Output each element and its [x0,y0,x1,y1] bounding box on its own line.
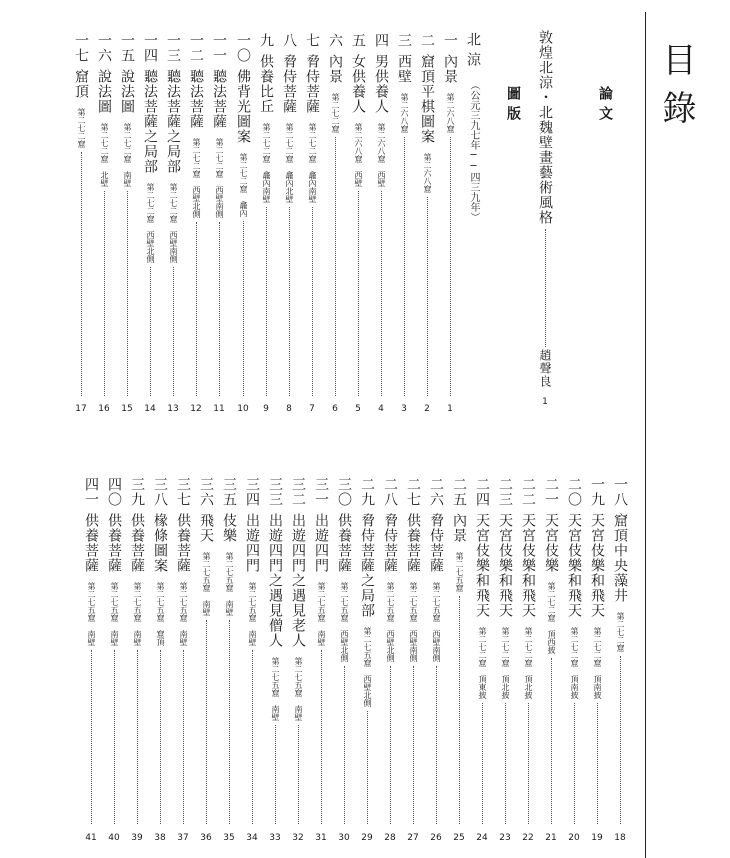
plate-number: 二三 [497,477,513,507]
plate-location: 第二七五窟 南壁 [317,582,326,646]
leader-dots [159,650,161,824]
leader-dots [544,229,546,347]
plate-number: 二六 [428,477,444,507]
leader-dots [311,207,313,396]
plate-page: 37 [177,833,189,843]
plate-page: 23 [499,833,511,843]
plate-page: 18 [614,833,626,843]
plate-title: 內景 [327,54,343,84]
plate-entry[interactable] [418,33,436,396]
plate-page: 30 [338,833,350,843]
plate-page: 11 [213,404,225,414]
plate-page: 21 [545,833,557,843]
plate-entry[interactable] [197,477,215,824]
plate-page: 26 [430,833,442,843]
plate-number: 三八 [152,477,168,507]
plate-location: 第二六八窟 西壁 [377,123,386,187]
plate-number: 七 [304,33,320,48]
plate-number: 四一 [83,477,99,507]
plate-location: 第二六八窟 西壁 [354,123,363,187]
leader-dots [149,267,151,396]
leader-dots [228,620,230,824]
plate-location: 第二七五窟 西壁南側 [409,582,418,662]
leader-dots [412,666,414,824]
plate-entry[interactable] [72,33,90,396]
plate-title: 說法圖 [119,69,135,114]
plate-title: 飛天 [198,513,214,543]
leader-dots [251,650,253,824]
plate-number: 二八 [382,477,398,507]
plate-number: 三六 [198,477,214,507]
leader-dots [288,207,290,396]
plate-page: 20 [568,833,580,843]
plate-page: 38 [154,833,166,843]
plate-location: 第二七五窟 南壁 [271,657,280,721]
plate-title: 佛背光圖案 [235,69,251,144]
plate-location: 第二七二窟 南壁 [123,123,132,187]
plate-location: 第二七二窟 北壁 [100,123,109,187]
plate-number: 一三 [165,33,181,63]
plate-number: 二五 [451,477,467,507]
divider-line [645,12,646,858]
plate-entry[interactable] [220,477,238,824]
plate-number: 四 [373,33,389,48]
plate-entry[interactable] [404,477,422,824]
plate-entry[interactable] [234,33,252,396]
leader-dots [403,137,405,396]
plate-title: 供養比丘 [258,54,274,114]
leader-dots [320,650,322,824]
essay-page: 1 [542,397,548,407]
plate-location: 第二七五窟 西壁北側 [340,582,349,662]
plate-title: 椽條圖案 [152,513,168,573]
plate-number: 一五 [119,33,135,63]
leader-dots [103,191,105,396]
plate-location: 第二七二窟 頂西披 [547,582,556,654]
plate-entry[interactable] [95,33,113,396]
plate-entry[interactable] [588,477,606,824]
leader-dots [504,703,506,824]
plate-location: 第二七五窟 南壁 [294,657,303,721]
plate-number: 五 [350,33,366,48]
plate-location: 第二七二窟 頂南披 [570,627,579,699]
plate-location: 第二七二窟 [331,93,340,133]
plate-title: 天宮伎樂和飛天 [474,513,490,618]
leader-dots [550,658,552,824]
plate-number: 三五 [221,477,237,507]
plate-title: 出遊四門之遇見老人 [290,513,306,648]
plate-title: 天宮伎樂和飛天 [520,513,536,618]
plate-location: 第二七二窟 頂北披 [501,627,510,699]
leader-dots [172,267,174,396]
plate-title: 脅侍菩薩 [281,54,297,114]
leader-dots [343,666,345,824]
plate-number: 一九 [589,477,605,507]
plate-entry[interactable] [82,477,100,824]
plate-number: 八 [281,33,297,48]
plate-title: 聽法菩薩 [188,69,204,129]
plate-title: 出遊四門 [313,513,329,573]
page-title: 目錄 [656,42,696,138]
leader-dots [80,152,82,396]
plate-page: 35 [223,833,235,843]
plate-location: 第二七二窟 龕內 [239,153,248,217]
plate-location: 第二七二窟 西壁北側 [146,183,155,263]
plate-page: 14 [144,404,156,414]
plate-number: 三九 [129,477,145,507]
essay-author: 趙聲良 [538,349,552,388]
plate-location: 第二七二窟 [77,108,86,148]
plate-entry[interactable] [519,477,537,824]
plate-page: 34 [246,833,258,843]
leader-dots [366,711,368,824]
plate-location: 第二七二窟 龕內南壁 [262,123,271,203]
plate-number: 二 [419,33,435,48]
leader-dots [126,191,128,396]
plate-page: 39 [131,833,143,843]
plate-title: 聽法菩薩之局部 [165,69,181,174]
leader-dots [449,137,451,396]
plate-page: 28 [384,833,396,843]
plate-page: 12 [190,404,202,414]
plate-page: 10 [237,404,249,414]
plate-page: 40 [108,833,120,843]
plate-page: 41 [85,833,97,843]
plate-entry[interactable] [496,477,514,824]
plate-location: 第二七五窟 南壁 [110,582,119,646]
plate-title: 供養菩薩 [405,513,421,573]
plate-page: 5 [355,404,361,414]
plate-page: 6 [332,404,338,414]
plate-location: 第二七五窟 南壁 [248,582,257,646]
plate-entry[interactable] [441,33,459,396]
plate-entry[interactable] [187,33,205,396]
plate-number: 一七 [73,33,89,63]
leader-dots [265,207,267,396]
plate-entry[interactable] [542,477,560,824]
plate-title: 聽法菩薩之局部 [142,69,158,174]
plate-location: 第二七二窟 龕內南壁 [308,123,317,203]
plate-title: 供養菩薩 [336,513,352,573]
plate-location: 第二七二窟 龕內北壁 [285,123,294,203]
leader-dots [274,725,276,824]
plate-title: 出遊四門之遇見僧人 [267,513,283,648]
plate-title: 天宮伎樂和飛天 [497,513,513,618]
plate-entry[interactable] [141,33,159,396]
plate-entry[interactable] [257,33,275,396]
plate-number: 二七 [405,477,421,507]
plate-title: 脅侍菩薩 [428,513,444,573]
plate-entry[interactable] [174,477,192,824]
plate-title: 伎樂 [221,513,237,543]
plate-title: 聽法菩薩 [211,69,227,129]
plate-title: 出遊四門 [244,513,260,573]
plate-title: 內景 [451,513,467,543]
leader-dots [426,197,428,396]
plate-page: 9 [263,404,269,414]
leader-dots [113,650,115,824]
plate-page: 25 [453,833,465,843]
leader-dots [380,191,382,396]
plate-entry[interactable] [151,477,169,824]
leader-dots [527,703,529,824]
leader-dots [435,666,437,824]
plate-number: 一一 [211,33,227,63]
leader-dots [596,703,598,824]
plate-location: 第二七二窟 西壁南側 [215,138,224,218]
plate-number: 三七 [175,477,191,507]
essay-title: 敦煌北涼・北魏壁畫藝術風格 [537,30,553,225]
leader-dots [182,650,184,824]
plate-title: 男供養人 [373,54,389,114]
plate-title: 天宮伎樂和飛天 [589,513,605,618]
plate-entry[interactable] [427,477,445,824]
plate-number: 三 [396,33,412,48]
plate-title: 供養菩薩 [175,513,191,573]
plate-entry[interactable] [105,477,123,824]
plate-number: 六 [327,33,343,48]
leader-dots [195,222,197,396]
plate-location: 第二七五窟 南壁 [87,582,96,646]
plate-number: 九 [258,33,274,48]
plate-entry[interactable] [358,477,376,824]
plate-page: 3 [401,404,407,414]
essay-entry[interactable] [536,30,554,388]
plate-entry[interactable] [243,477,261,824]
plate-entry[interactable] [164,33,182,396]
plate-location: 第二七五窟 [455,552,464,592]
plate-page: 13 [167,404,179,414]
plate-entry[interactable] [395,33,413,396]
plate-number: 三一 [313,477,329,507]
leader-dots [357,191,359,396]
plate-entry[interactable] [326,33,344,396]
plate-entry[interactable] [349,33,367,396]
plate-entry[interactable] [372,33,390,396]
plate-location: 第二六八窟 [400,93,409,133]
plate-title: 西壁 [396,54,412,84]
plate-title: 窟頂 [73,69,89,99]
plate-entry[interactable] [312,477,330,824]
leader-dots [297,725,299,824]
leader-dots [242,221,244,396]
plate-title: 脅侍菩薩之局部 [359,513,375,618]
plate-title: 天宮伎樂 [543,513,559,573]
plate-location: 第二七五窟 南壁 [225,552,234,616]
plate-number: 二一 [543,477,559,507]
leader-dots [389,666,391,824]
plate-location: 第二七五窟 南壁 [133,582,142,646]
plate-page: 15 [121,404,133,414]
plate-location: 第二七二窟 頂南披 [593,627,602,699]
leader-dots [218,222,220,396]
plate-location: 第二七五窟 南壁 [179,582,188,646]
leader-dots [481,703,483,824]
plate-page: 8 [286,404,292,414]
plate-page: 19 [591,833,603,843]
plate-number: 一二 [188,33,204,63]
plate-title: 女供養人 [350,54,366,114]
plate-location: 第二七五窟 西壁北側 [363,627,372,707]
plate-page: 16 [98,404,110,414]
plate-title: 窟頂平棋圖案 [419,54,435,144]
plate-entry[interactable] [266,477,284,824]
plate-location: 第二七五窟 窟頂 [156,582,165,646]
plate-location: 第二六八窟 [423,153,432,193]
plate-title: 內景 [442,54,458,84]
plate-entry[interactable] [473,477,491,824]
plate-page: 2 [424,404,430,414]
plate-page: 22 [522,833,534,843]
plate-location: 第二七二窟 頂北披 [524,627,533,699]
plate-entry[interactable] [335,477,353,824]
plate-page: 27 [407,833,419,843]
period-range: （公元三九七年──四三九年） [468,80,479,222]
plate-title: 脅侍菩薩 [382,513,398,573]
plate-entry[interactable] [210,33,228,396]
plate-page: 17 [75,404,87,414]
plate-number: 一六 [96,33,112,63]
plate-page: 7 [309,404,315,414]
plate-location: 第二七五窟 西壁南側 [432,582,441,662]
plate-number: 三〇 [336,477,352,507]
plate-page: 31 [315,833,327,843]
plate-entry[interactable] [289,477,307,824]
plate-location: 第二七五窟 西壁北側 [386,582,395,662]
plate-location: 第二七五窟 南壁 [202,552,211,616]
plate-number: 一八 [612,477,628,507]
plate-entry[interactable] [450,477,468,824]
leader-dots [619,656,621,824]
plate-page: 24 [476,833,488,843]
plate-page: 36 [200,833,212,843]
plate-entry[interactable] [118,33,136,396]
plate-title: 天宮伎樂和飛天 [566,513,582,618]
plate-number: 二九 [359,477,375,507]
plate-page: 4 [378,404,384,414]
plate-number: 二二 [520,477,536,507]
plate-title: 供養菩薩 [83,513,99,573]
plate-entry[interactable] [280,33,298,396]
plate-number: 四〇 [106,477,122,507]
plate-title: 脅侍菩薩 [304,54,320,114]
plate-page: 29 [361,833,373,843]
plate-number: 三三 [267,477,283,507]
section-plates-heading: 圖版 [505,86,521,126]
plate-entry[interactable] [303,33,321,396]
plate-page: 32 [292,833,304,843]
plate-number: 一四 [142,33,158,63]
period-heading [464,32,482,222]
period-label: 北涼 [465,32,481,72]
plate-title: 窟頂中央藻井 [612,513,628,603]
leader-dots [90,650,92,824]
plate-number: 二四 [474,477,490,507]
plate-number: 三二 [290,477,306,507]
plate-entry[interactable] [611,477,629,824]
plate-number: 三四 [244,477,260,507]
plate-page: 33 [269,833,281,843]
plate-location: 第二七二窟 西壁北側 [192,138,201,218]
leader-dots [205,620,207,824]
plate-location: 第二七二窟 頂東披 [478,627,487,699]
leader-dots [458,596,460,824]
plate-number: 一〇 [235,33,251,63]
plate-title: 供養菩薩 [106,513,122,573]
plate-entry[interactable] [381,477,399,824]
plate-entry[interactable] [565,477,583,824]
plate-number: 一 [442,33,458,48]
section-essay-heading: 論文 [597,86,613,126]
plate-title: 說法圖 [96,69,112,114]
plate-page: 1 [447,404,453,414]
leader-dots [334,137,336,396]
plate-location: 第二七二窟 西壁南側 [169,183,178,263]
leader-dots [136,650,138,824]
leader-dots [573,703,575,824]
plate-title: 供養菩薩 [129,513,145,573]
plate-location: 第二六八窟 [446,93,455,133]
plate-number: 二〇 [566,477,582,507]
plate-location: 第二七二窟 [616,612,625,652]
plate-entry[interactable] [128,477,146,824]
